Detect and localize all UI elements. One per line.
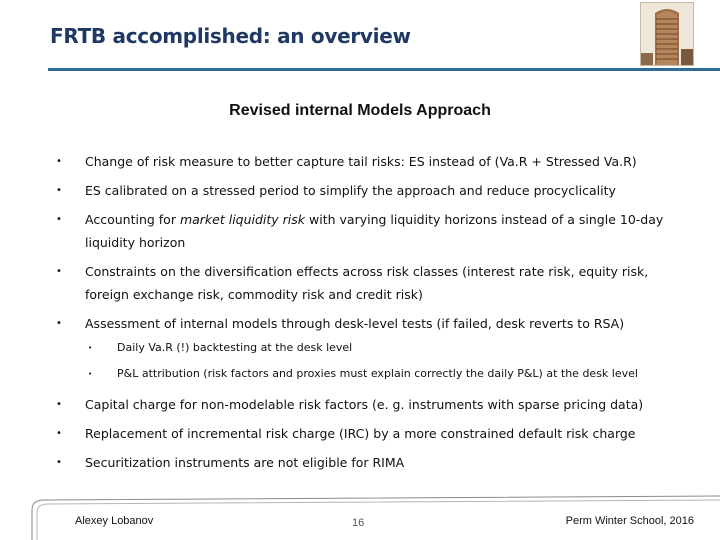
bullet-icon: • <box>56 399 62 410</box>
bullet-icon: • <box>56 185 62 196</box>
sub-bullet-list <box>56 335 676 387</box>
bullet-text-before: Accounting for <box>85 212 180 227</box>
bullet-icon: • <box>56 266 62 277</box>
bullet-item <box>56 208 676 254</box>
page-number: 16 <box>352 517 365 529</box>
bullet-item <box>56 422 676 445</box>
sub-bullet-icon: • <box>88 344 93 352</box>
bullet-icon: • <box>56 428 62 439</box>
bullet-text: Capital charge for non-modelable risk factors (e. g. instruments with sparse pricing data) <box>85 397 644 412</box>
bullet-list <box>56 150 676 474</box>
sub-bullet-text: P&L attribution (risk factors and proxies must explain correctly the daily P&L) at the desk level <box>117 367 638 380</box>
bullet-item <box>56 451 676 474</box>
sub-bullet-item <box>56 361 676 387</box>
bullet-item <box>56 179 676 202</box>
bullet-text: Change of risk measure to better capture tail risks: ES instead of (Va.R + Stressed Va.R) <box>85 154 637 169</box>
bullet-icon: • <box>56 457 62 468</box>
slide-title: FRTB accomplished: an overview <box>50 24 411 48</box>
footer-event: Perm Winter School, 2016 <box>565 515 694 527</box>
bullet-item <box>56 150 676 173</box>
title-rule <box>48 68 720 71</box>
bullet-icon: • <box>56 156 62 167</box>
bullet-item <box>56 393 676 416</box>
bullet-text-after: with varying liquidity horizons instead of a single 10-day liquidity horizon <box>85 212 664 250</box>
bullet-text: ES calibrated on a stressed period to simplify the approach and reduce procyclicality <box>85 183 616 198</box>
bullet-icon: • <box>56 318 62 329</box>
bullet-text: Constraints on the diversification effects across risk classes (interest rate risk, equity risk, foreign exchange risk, commodity risk and credit risk) <box>85 264 649 302</box>
sub-bullet-item <box>56 335 676 361</box>
building-photo-icon <box>640 2 694 66</box>
sub-bullet-text: Daily Va.R (!) backtesting at the desk level <box>117 341 353 354</box>
sub-bullet-icon: • <box>88 370 93 378</box>
bullet-text: Replacement of incremental risk charge (IRC) by a more constrained default risk charge <box>85 426 636 441</box>
footer-author: Alexey Lobanov <box>75 515 154 527</box>
bullet-item <box>56 260 676 306</box>
bullet-icon: • <box>56 214 62 225</box>
section-subtitle: Revised internal Models Approach <box>229 102 491 119</box>
bullet-text: Assessment of internal models through desk-level tests (if failed, desk reverts to RSA) <box>85 316 625 331</box>
bullet-text: Securitization instruments are not eligible for RIMA <box>85 455 405 470</box>
bullet-item <box>56 312 676 387</box>
bullet-text-emphasis: market liquidity risk <box>179 212 306 227</box>
